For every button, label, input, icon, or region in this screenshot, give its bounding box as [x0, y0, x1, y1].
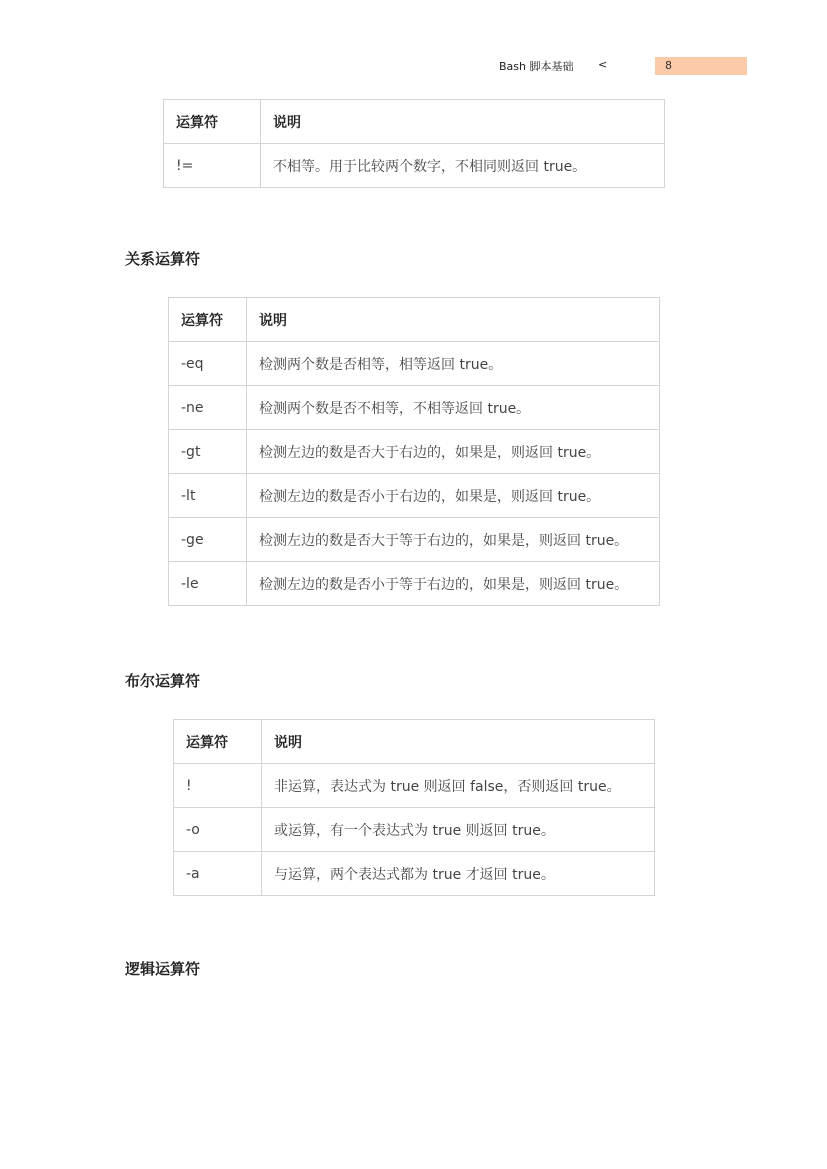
description-cell: 检测两个数是否相等，相等返回 true。 [247, 342, 660, 386]
header-title: Bash 脚本基础 [499, 60, 574, 73]
table-row [169, 518, 660, 562]
description-cell: 检测左边的数是否大于右边的，如果是，则返回 true。 [247, 430, 660, 474]
operator-cell: ! [174, 764, 262, 808]
operator-cell: -a [174, 852, 262, 896]
operator-cell: -ne [169, 386, 247, 430]
operator-cell: != [164, 144, 261, 188]
page-header [0, 57, 827, 75]
section-heading-logical: 逻辑运算符 [125, 960, 201, 978]
description-cell: 检测左边的数是否小于等于右边的，如果是，则返回 true。 [247, 562, 660, 606]
table-row [174, 852, 655, 896]
header-separator: < [598, 58, 608, 71]
description-cell: 检测左边的数是否小于右边的，如果是，则返回 true。 [247, 474, 660, 518]
table-row [169, 430, 660, 474]
boolean-operator-table [173, 719, 655, 896]
operator-cell: -ge [169, 518, 247, 562]
header-cell-operator: 运算符 [164, 100, 261, 144]
section-heading-relational: 关系运算符 [125, 250, 201, 268]
table-header-row [174, 720, 655, 764]
description-cell: 检测两个数是否不相等，不相等返回 true。 [247, 386, 660, 430]
description-cell: 非运算，表达式为 true 则返回 false，否则返回 true。 [262, 764, 655, 808]
operator-cell: -o [174, 808, 262, 852]
header-cell-description: 说明 [247, 298, 660, 342]
page-number: 8 [665, 59, 672, 72]
header-cell-description: 说明 [261, 100, 665, 144]
description-cell: 与运算，两个表达式都为 true 才返回 true。 [262, 852, 655, 896]
operator-cell: -eq [169, 342, 247, 386]
table-row [174, 764, 655, 808]
table-row [169, 386, 660, 430]
table-row [169, 474, 660, 518]
description-cell: 不相等。用于比较两个数字，不相同则返回 true。 [261, 144, 665, 188]
section-heading-boolean: 布尔运算符 [125, 672, 201, 690]
operator-cell: -lt [169, 474, 247, 518]
table-row [164, 144, 665, 188]
operator-cell: -le [169, 562, 247, 606]
header-cell-operator: 运算符 [169, 298, 247, 342]
table-header-row [164, 100, 665, 144]
header-cell-operator: 运算符 [174, 720, 262, 764]
description-cell: 或运算，有一个表达式为 true 则返回 true。 [262, 808, 655, 852]
operator-table-continued [163, 99, 665, 188]
table-row [169, 342, 660, 386]
relational-operator-table [168, 297, 660, 606]
page-number-badge [655, 57, 747, 75]
description-cell: 检测左边的数是否大于等于右边的，如果是，则返回 true。 [247, 518, 660, 562]
table-header-row [169, 298, 660, 342]
header-cell-description: 说明 [262, 720, 655, 764]
operator-cell: -gt [169, 430, 247, 474]
table-row [169, 562, 660, 606]
table-row [174, 808, 655, 852]
